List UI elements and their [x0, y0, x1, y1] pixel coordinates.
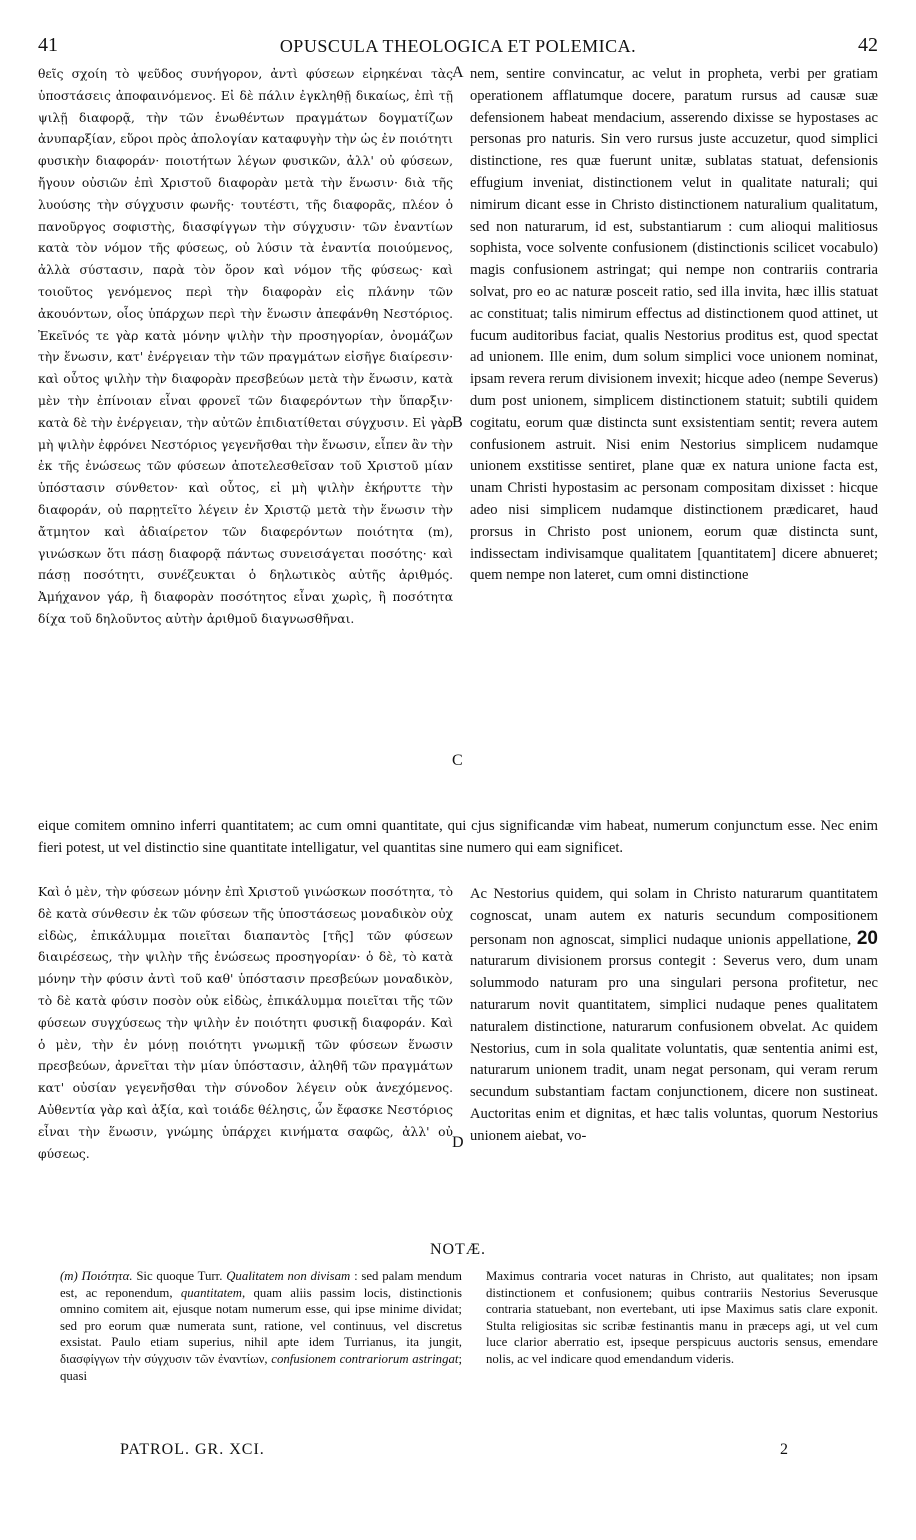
footer-sheet-number: 2	[780, 1441, 788, 1458]
greek-column-bottom	[38, 882, 453, 1165]
latin-text-bottom-a: Ac Nestorius quidem, qui solam in Christo naturarum quantitatem cognoscat, unam autem ex naturis secundum compositionem personam non agnoscat, simplici nudaque unionis appellatione,	[470, 886, 878, 948]
latin-column-top	[470, 64, 878, 587]
note-text: ; quasi	[60, 1351, 462, 1383]
latin-full-width-text: eique comitem omnino inferri quantitatem; ac cum omni quantitate, qui cjus significandæ vim habeat, numerum conjunctum esse. Nec enim fieri potest, ut vel distinctio sine quantitate intelligatur, vel quantitas sine numero qui eam significet.	[38, 818, 878, 856]
note-text: Sic quoque Turr.	[136, 1269, 223, 1283]
latin-full-width	[38, 816, 878, 860]
greek-text-bottom: Καὶ ὁ μὲν, τὴν φύσεων μόνην ἐπὶ Χριστοῦ γινώσκων ποσότητα, τὸ δὲ κατὰ σύνθεσιν ἐκ τῶν φύσεων τῆς ὑποστάσεως μοναδικὸν οὐχ εἰδὼς, ἐπικάλυμμα ποιεῖται διαπαντὸς [τῆς] τῶν φύσεων διαιρέσεως, τὴν ψιλὴν τῆς ἑνώσεως προσηγορίαν· ὁ δὲ, τὸ κατὰ μόνην τὴν φύσιν ἀντὶ τοῦ καθ' ὑπόστασιν πρεσβεύων μοναδικὸν, τὸ δὲ κατὰ φύσιν ποσὸν οὐκ εἰδὼς, ἐπικάλυμμα ποιεῖται τῆς τῶν φύσεων συγχύσεως τὴν ψιλὴν ἐν ποιότητι φυσικῇ διαφοράν. Καὶ ὁ μὲν, τὴν ἐν μόνῃ ποιότητι γνωμικῇ τῶν φύσεων ἕνωσιν πρεσβεύων, ἀρνεῖται τὴν μίαν ὑπόστασιν, ἀληθῆ τῶν πραγμάτων κατ' οὐσίαν γεγενῆσθαι τὴν σύνοδον λέγειν οὐκ ἀνεχόμενος. Αὐθεντία γὰρ καὶ ἀξία, καὶ τοιάδε θέλησις, ὧν ἔφασκε Νεστόριος εἶναι τὴν ἕνωσιν, γνώμης ὑπάρχει κινήματα σαφῶς, ἀλλ' οὐ φύσεως.	[38, 885, 453, 1161]
note-italic: Qualitatem non divisam	[226, 1269, 351, 1283]
margin-letter-d: D	[452, 1134, 464, 1151]
greek-text-top: θεῖς σχοίη τὸ ψεῦδος συνήγορον, ἀντὶ φύσεων εἰρηκέναι τὰς ὑποστάσεις ἀποφαινόμενος. Εἰ δὲ πάλιν ἐγκληθῇ δικαίως, ἐπὶ τῇ ψιλῇ διαφορᾷ, τὴν τῶν ἑνωθέντων πραγμάτων δογματίζων ἀνυπαρξίαν, εὕροι πρὸς ἀπολογίαν καταφυγὴν τὴν ὡς ἐν ποιότητι φυσικὴν διαφοράν· ποιοτήτων λέγων φυσικῶν, ἀλλ' οὐ φύσεων, ἤγουν οὐσιῶν ἐπὶ Χριστοῦ διαφορὰν μετὰ τὴν ἕνωσιν· διὰ τῆς λυούσης τὴν σύγχυσιν φωνῆς· τουτέστι, τῆς διαφορᾶς, πλέον ὁ πανοῦργος σοφιστὴς, διασφίγγων τὴν σύγχυσιν· τῶν ἐναντίων κατὰ τὸν νόμον τῆς φύσεως, οὐ λύσιν τὰ ἐναντία ποιούμενος, ἀλλὰ σύστασιν, παρὰ τὸν ὅρον καὶ νόμον τῆς φύσεως· καὶ τοιοῦτος γενόμενος περὶ τὴν διαφορὰν εἰς πλάνην τῶν ἀκουόντων, οἷος ὑπάρχων περὶ τὴν ἕνωσιν ἀπεφάνθη Νεστόριος. Ἐκεῖνός τε γὰρ κατὰ μόνην ψιλὴν τὴν προσηγορίαν, ὀνομάζων τὴν ἕνωσιν, κατ' ἐνέργειαν τὴν τῶν πραγμάτων εἰσῆγε διαίρεσιν· καὶ οὗτος ψιλὴν τὴν διαφορὰν πρεσβεύων μετὰ τὴν ἕνωσιν, κατὰ μὲν τὴν ἐπίνοιαν εἶναι φρονεῖ τῶν διαφερόντων τὴν ὕπαρξιν· κατὰ δὲ τὴν ἐνέργειαν, τὴν αὐτῶν ἐπιδιατίθεται σύγχυσιν. Εἰ γὰρ μὴ ψιλὴν ἐφρόνει Νεστόριος γεγενῆσθαι τὴν ἕνωσιν, εἶπεν ἂν τὴν ἐκ τῆς ἑνώσεως τῶν φύσεων ἀποτελεσθεῖσαν τοῦ Χριστοῦ μίαν ὑπόστασιν σύνθετον· καὶ οὗτος, εἰ μὴ ψιλὴν ἐκήρυττε τὴν διαφοράν, οὐ παρῃτεῖτο λέγειν ἐν Χριστῷ μετὰ τὴν ἕνωσιν τὴν ἄτμητον καὶ ἀδιαίρετον τῶν διαφερόντων ποιότητα (m), γινώσκων ὅτι πάσῃ διαφορᾷ πάντως συνεισάγεται ποσότης· καὶ πάσῃ ποσότητι, συνέζευκται ὁ δηλωτικὸς αὐτῆς ἀριθμός. Ἀμήχανον γάρ, ἢ διαφορὰν ποσότητος εἶναι χωρὶς, ἢ ποσότητα δίχα τοῦ δηλοῦντος αὐτὴν ἀριθμοῦ διαγνωσθῆναι.	[38, 67, 453, 626]
note-right-text: Maximus contraria vocet naturas in Christo, aut qualitates; non ipsam distinctionem et confusionem; quibus contrariis Nestorius Severusque contraria statuebant, non evertebant, uti ipse Maximus satis clare exponit. Stulta religiositas sic scribæ festinantis manu in præceps agi, ut vel cum luce clarior aberratio est, ipseque perspicuus auctoris sensus, emendare nolis, ac vel indicare quod emendandum videris.	[486, 1269, 878, 1366]
latin-column-bottom	[470, 884, 878, 1148]
notes-heading: NOTÆ.	[429, 1241, 487, 1258]
note-text: : sed palam mendum est, ac reponendum,	[60, 1269, 463, 1300]
page-number-left: 41	[38, 34, 58, 56]
greek-column-top	[38, 64, 453, 631]
page-number-right: 42	[858, 34, 878, 56]
page-header	[38, 34, 878, 60]
note-label: (m) Ποιότητα.	[60, 1269, 133, 1283]
margin-letter-a: A	[452, 64, 464, 81]
margin-letter-b: B	[452, 414, 463, 431]
note-right	[486, 1268, 878, 1368]
note-text: , quam aliis passim locis, distinctionis omnino comitem ait, ejusque notam numerum esse, qui ipse minime dividat; sed pro eorum quæ numerata sunt, ratione, vel continuus, vel discretus exsistat. Paulo etiam superius, nihil apte idem Turrianus, ita jungit, διασφίγγων τὴν σύγχυσιν τῶν ἐναντίων,	[60, 1285, 462, 1366]
note-italic: quantitatem	[180, 1285, 243, 1300]
note-left	[60, 1268, 462, 1384]
column-number: 20	[856, 927, 878, 949]
latin-text-top: nem, sentire convincatur, ac velut in propheta, verbi per gratiam operationem afflatumque docere, paratum rursus ad causæ suæ defensionem habeat mendacium, asserendo dixisse se hypostases ac personas pro naturis. Sin vero rursus juste accuzetur, quod simplici distinctione, res quæ fuerunt unitæ, sublatas statuat, defensionis effugium inveniat, distinctionem velut in qualitate naturali; qui nimirum dicant esse in Christo distinctionem naturalium qualitatum, sed non naturarum, id est, substantiarum : cum alioqui malitiosus sophista, voce solvente confusionem (distinctionis scilicet vocabulo) magis confusionem astringat; qui nempe non contrariis contraria solvat, pro eo ac naturæ posceit ratio, sed illa invita, hæc illis statuat ac constituat; talis nimirum effectus ad distinctionem quod attinet, ut fucum auditoribus faciat, qualis Nestorius proditus est, quod spectat ad unionem. Ille enim, dum solum simplici voce unionem nominat, ipsam revera rerum divisionem invexit; hicque adeo (nempe Severus) dum post unionem, simplicem distinctionem statuit; subtili quidem cogitatu, eorum quæ distincta sunt exsistentiam sentit; revera autem confusionem astruit. Nisi enim Nestorius simplicem nudamque unionem exstitisse sentiret, plane quæ ex natura unione facta est, unam Christi hypostasim ac personam compositam dixisset : hicque adeo nisi simplicem nudamque distinctionem prædicaret, haud prorsus in Christo post unionem, eorum quæ distincta sunt, indissectam indivisamque qualitatem [quantitatem] dicere abnueret; quem nempe non lateret, cum omni distinctione	[470, 66, 878, 584]
note-italic: confusionem contrariorum astringat	[271, 1351, 459, 1366]
running-title: OPUSCULA THEOLOGICA ET POLEMICA.	[279, 36, 637, 56]
footer-signature: PATROL. GR. XCI.	[120, 1441, 265, 1458]
margin-letter-c: C	[452, 752, 463, 769]
latin-text-bottom-b: naturarum divisionem prorsus contegit : Severus vero, dum unam solummodo naturam pro una singulari persona profitetur, nec naturarum novit quantitatem, simplici nudaque penes qualitatem naturalem distinctione, naturarum confusionem obvelat. Ac quidem Nestorius, cum in sola qualitate voluntatis, quæ sententia animi est, naturarum unionem tradit, unam negat personam, qui veram rerum secundum substantiam factam conjunctionem, dicere non sustineat. Auctoritas enim et dignitas, et hæc talis voluntas, quorum Nestorius unionem aiebat, vo-	[470, 953, 878, 1144]
